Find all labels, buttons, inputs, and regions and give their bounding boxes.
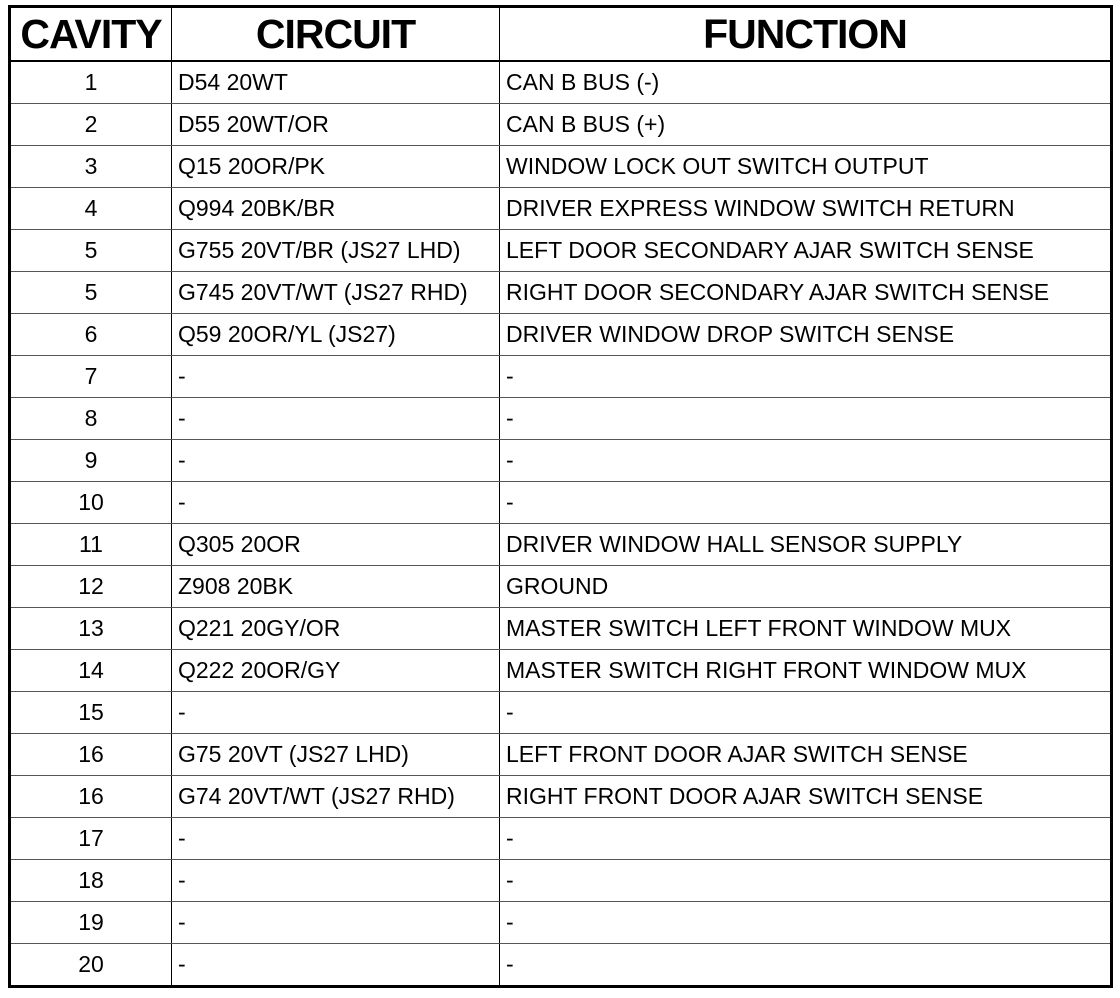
cavity-cell: 17 (10, 818, 172, 860)
table-row (10, 650, 1112, 692)
function-cell: - (500, 440, 1112, 482)
function-cell: - (500, 482, 1112, 524)
function-cell: DRIVER WINDOW HALL SENSOR SUPPLY (500, 524, 1112, 566)
cavity-cell: 16 (10, 776, 172, 818)
function-cell: LEFT FRONT DOOR AJAR SWITCH SENSE (500, 734, 1112, 776)
function-cell: GROUND (500, 566, 1112, 608)
circuit-cell: G74 20VT/WT (JS27 RHD) (172, 776, 500, 818)
table-row (10, 566, 1112, 608)
function-cell: - (500, 356, 1112, 398)
cavity-cell: 18 (10, 860, 172, 902)
function-cell: DRIVER EXPRESS WINDOW SWITCH RETURN (500, 188, 1112, 230)
function-cell: DRIVER WINDOW DROP SWITCH SENSE (500, 314, 1112, 356)
circuit-cell: G755 20VT/BR (JS27 LHD) (172, 230, 500, 272)
cavity-cell: 5 (10, 272, 172, 314)
table-row (10, 146, 1112, 188)
function-cell: WINDOW LOCK OUT SWITCH OUTPUT (500, 146, 1112, 188)
circuit-cell: G745 20VT/WT (JS27 RHD) (172, 272, 500, 314)
table-row (10, 776, 1112, 818)
table-row (10, 61, 1112, 104)
circuit-cell: - (172, 692, 500, 734)
header-row (10, 7, 1112, 62)
function-cell: MASTER SWITCH LEFT FRONT WINDOW MUX (500, 608, 1112, 650)
table-row (10, 524, 1112, 566)
cavity-cell: 6 (10, 314, 172, 356)
cavity-cell: 2 (10, 104, 172, 146)
function-cell: CAN B BUS (+) (500, 104, 1112, 146)
table-row (10, 104, 1112, 146)
function-cell: - (500, 944, 1112, 987)
function-cell: - (500, 398, 1112, 440)
header-function: FUNCTION (500, 7, 1112, 62)
function-cell: - (500, 818, 1112, 860)
cavity-cell: 14 (10, 650, 172, 692)
circuit-cell: - (172, 902, 500, 944)
cavity-cell: 16 (10, 734, 172, 776)
header-cavity: CAVITY (10, 7, 172, 62)
circuit-cell: D55 20WT/OR (172, 104, 500, 146)
connector-pinout-table (8, 5, 1113, 988)
table-row (10, 398, 1112, 440)
cavity-cell: 12 (10, 566, 172, 608)
circuit-cell: - (172, 398, 500, 440)
table-row (10, 314, 1112, 356)
cavity-cell: 1 (10, 61, 172, 104)
circuit-cell: Q222 20OR/GY (172, 650, 500, 692)
table-row (10, 692, 1112, 734)
function-cell: - (500, 902, 1112, 944)
circuit-cell: - (172, 944, 500, 987)
function-cell: RIGHT DOOR SECONDARY AJAR SWITCH SENSE (500, 272, 1112, 314)
circuit-cell: D54 20WT (172, 61, 500, 104)
table-header (10, 7, 1112, 62)
function-cell: CAN B BUS (-) (500, 61, 1112, 104)
function-cell: - (500, 692, 1112, 734)
cavity-cell: 19 (10, 902, 172, 944)
table-row (10, 734, 1112, 776)
cavity-cell: 15 (10, 692, 172, 734)
cavity-cell: 9 (10, 440, 172, 482)
function-cell: LEFT DOOR SECONDARY AJAR SWITCH SENSE (500, 230, 1112, 272)
table-row (10, 944, 1112, 987)
circuit-cell: Q59 20OR/YL (JS27) (172, 314, 500, 356)
cavity-cell: 7 (10, 356, 172, 398)
header-circuit: CIRCUIT (172, 7, 500, 62)
table-row (10, 230, 1112, 272)
circuit-cell: - (172, 356, 500, 398)
table-row (10, 440, 1112, 482)
cavity-cell: 4 (10, 188, 172, 230)
table-row (10, 818, 1112, 860)
table-body (10, 61, 1112, 987)
circuit-cell: Z908 20BK (172, 566, 500, 608)
table-row (10, 608, 1112, 650)
cavity-cell: 20 (10, 944, 172, 987)
circuit-cell: - (172, 818, 500, 860)
table-row (10, 272, 1112, 314)
function-cell: - (500, 860, 1112, 902)
circuit-cell: Q994 20BK/BR (172, 188, 500, 230)
function-cell: MASTER SWITCH RIGHT FRONT WINDOW MUX (500, 650, 1112, 692)
circuit-cell: - (172, 482, 500, 524)
circuit-cell: G75 20VT (JS27 LHD) (172, 734, 500, 776)
cavity-cell: 3 (10, 146, 172, 188)
function-cell: RIGHT FRONT DOOR AJAR SWITCH SENSE (500, 776, 1112, 818)
table-row (10, 188, 1112, 230)
cavity-cell: 11 (10, 524, 172, 566)
cavity-cell: 13 (10, 608, 172, 650)
table-row (10, 356, 1112, 398)
circuit-cell: Q221 20GY/OR (172, 608, 500, 650)
circuit-cell: Q305 20OR (172, 524, 500, 566)
table-row (10, 902, 1112, 944)
circuit-cell: Q15 20OR/PK (172, 146, 500, 188)
cavity-cell: 5 (10, 230, 172, 272)
circuit-cell: - (172, 440, 500, 482)
cavity-cell: 8 (10, 398, 172, 440)
cavity-cell: 10 (10, 482, 172, 524)
circuit-cell: - (172, 860, 500, 902)
table-row (10, 860, 1112, 902)
table-row (10, 482, 1112, 524)
